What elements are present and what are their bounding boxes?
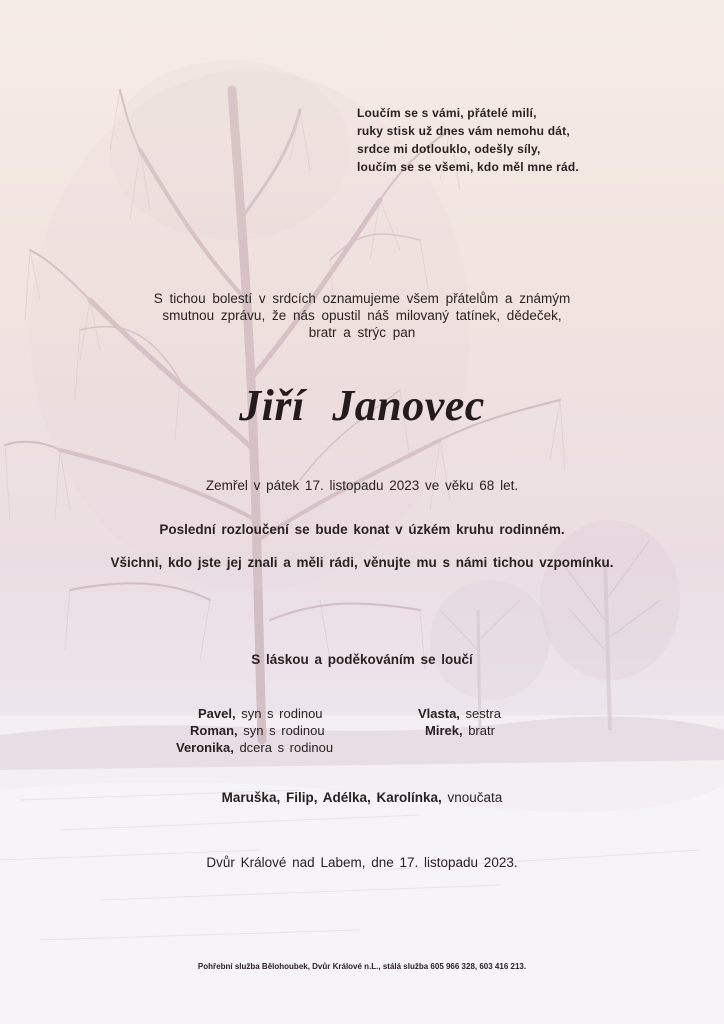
- relative-entry: [418, 705, 501, 722]
- death-announcement: [100, 290, 624, 341]
- relative-name: Vlasta,: [418, 706, 460, 721]
- farewell-poem: [357, 104, 677, 176]
- announcement-line: smutnou zprávu, že nás opustil náš milovaný tatínek, dědeček,: [162, 308, 562, 323]
- poem-line: Loučím se s vámi, přátelé milí,: [357, 106, 537, 120]
- relative-relation: syn s rodinou: [241, 706, 323, 721]
- relative-entry: [176, 739, 333, 756]
- relative-relation: sestra: [465, 706, 501, 721]
- funeral-service-footer: Pohřební služba Bělohoubek, Dvůr Králové n.L., stálá služba 605 966 328, 603 416 213.: [197, 962, 527, 971]
- death-notice: Zemřel v pátek 17. listopadu 2023 ve věku 68 let.: [205, 478, 519, 493]
- grandchildren-names: Maruška, Filip, Adélka, Karolínka,: [221, 790, 442, 805]
- funeral-notice: Poslední rozloučení se bude konat v úzkém kruhu rodinném.: [159, 522, 565, 537]
- poem-line: ruky stisk už dnes vám nemohu dát,: [357, 124, 570, 138]
- grandchildren-line: [100, 790, 624, 805]
- relative-name: Veronika,: [176, 740, 234, 755]
- grandchildren-label: vnoučata: [447, 790, 503, 805]
- relative-name: Mirek,: [425, 723, 463, 738]
- poem-line: loučím se se všemi, kdo měl mne rád.: [357, 160, 579, 174]
- relative-name: Pavel,: [198, 706, 236, 721]
- deceased-name: Jiří Janovec: [239, 381, 485, 430]
- relative-entry: [425, 722, 495, 739]
- farewell-heading: S láskou a poděkováním se loučí: [251, 652, 473, 667]
- relative-relation: dcera s rodinou: [239, 740, 334, 755]
- relative-entry: [190, 722, 325, 739]
- remembrance-text: Všichni, kdo jste jej znali a měli rádi, věnujte mu s námi tichou vzpomínku.: [110, 555, 614, 570]
- place-and-date: Dvůr Králové nad Labem, dne 17. listopadu 2023.: [206, 855, 518, 870]
- relative-entry: [198, 705, 323, 722]
- announcement-line: S tichou bolestí v srdcích oznamujeme všem přátelům a známým: [153, 291, 571, 306]
- relative-relation: syn s rodinou: [243, 723, 325, 738]
- relative-name: Roman,: [190, 723, 238, 738]
- poem-line: srdce mi dotlouklo, odešly síly,: [357, 142, 541, 156]
- announcement-line: bratr a strýc pan: [308, 325, 416, 340]
- relative-relation: bratr: [468, 723, 495, 738]
